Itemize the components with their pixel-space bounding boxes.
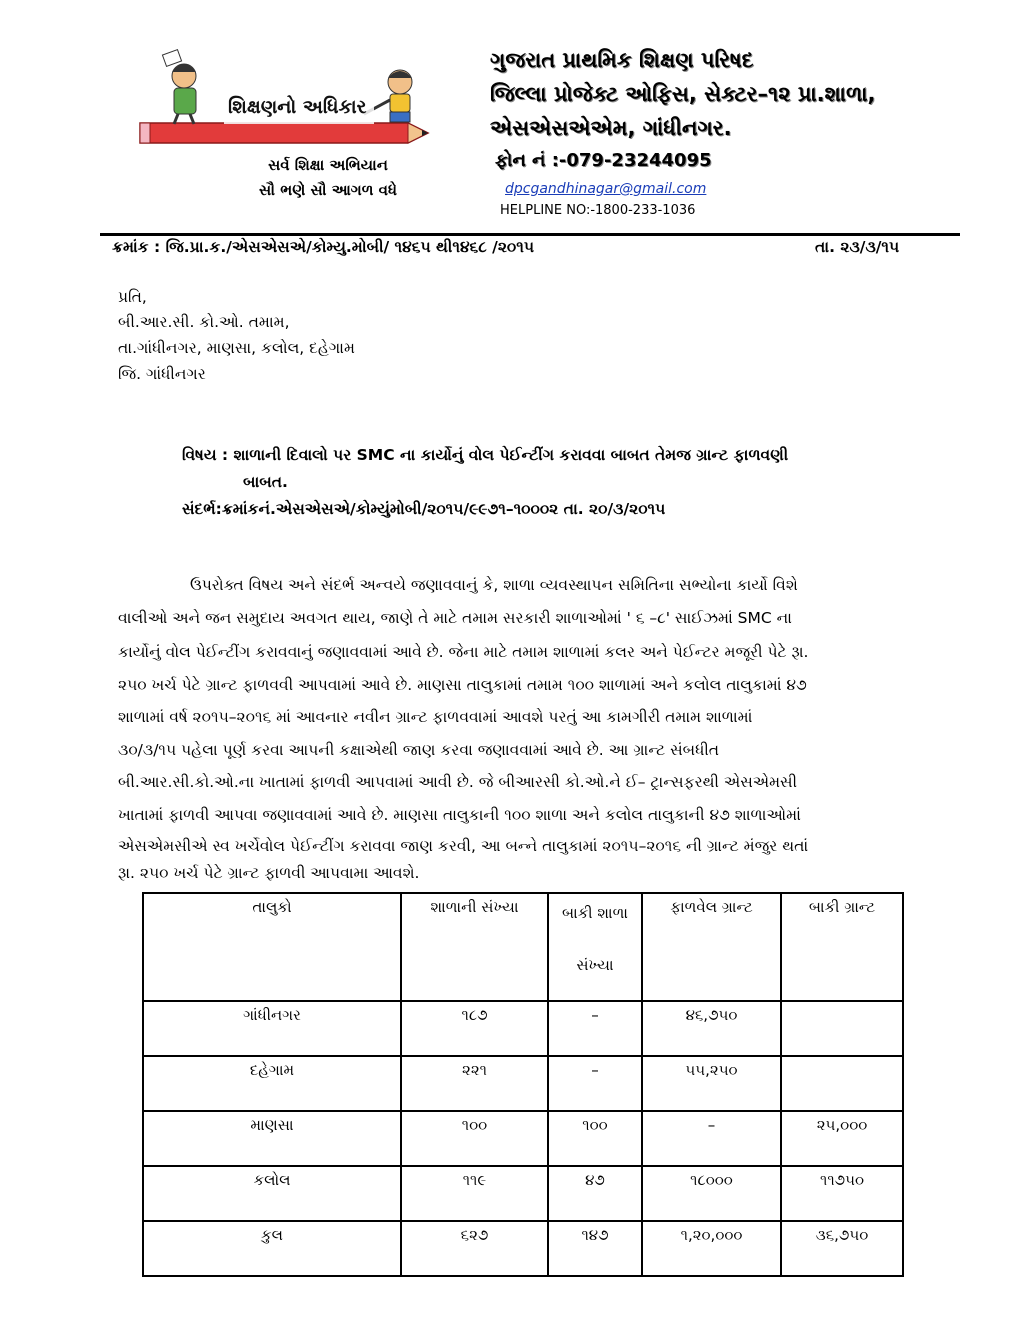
table-cell: ગાંધીનગર <box>143 1001 401 1056</box>
table-cell: ૩૬,૭૫૦ <box>781 1221 903 1276</box>
table-cell: કુલ <box>143 1221 401 1276</box>
table-cell: ૧,૨૦,૦૦૦ <box>642 1221 781 1276</box>
logo-tagline-2: સૌ ભણે સૌ આગળ વધે <box>258 181 398 199</box>
addressee-line: બી.આર.સી. કો.ઓ. તમામ, <box>118 313 290 331</box>
column-header: શાળાની સંખ્યા <box>401 893 548 1001</box>
table-cell: માણસા <box>143 1111 401 1166</box>
addressee-line: જિ. ગાંધીનગર <box>118 365 206 383</box>
table-cell: ૪૬,૭૫૦ <box>642 1001 781 1056</box>
ssa-logo <box>128 38 448 213</box>
table-cell: ૫૫,૨૫૦ <box>642 1056 781 1111</box>
body-line: બી.આર.સી.કો.ઓ.ના ખાતામાં ફાળવી આપવામાં આવી છે. જે બીઆરસી કો.ઓ.ને ઈ– ટ્રાન્સફરથી એસએમસી <box>118 773 798 791</box>
office-address-2: એસએસએએમ, ગાંધીનગર. <box>490 116 732 140</box>
email-link[interactable]: dpcgandhinagar@gmail.com <box>505 181 707 197</box>
table-cell: – <box>642 1111 781 1166</box>
body-line: ઉપરોક્ત વિષય અને સંદર્ભ અન્વયે જણાવવાનું કે, શાળા વ્યવસ્થાપન સમિતિના સભ્યોના કાર્યો વિશે <box>190 576 798 594</box>
table-cell: ૪૭ <box>548 1166 642 1221</box>
column-header-text: બાકી શાળા <box>562 904 628 922</box>
table-cell: ૬૨૭ <box>401 1221 548 1276</box>
body-line: ખાતામાં ફાળવી આપવા જણાવવામાં આવે છે. માણસા તાલુકાની ૧૦૦ શાળા અને કલોલ તાલુકાની ૪૭ શાળાઓમાં <box>118 806 801 824</box>
addressee-line: તા.ગાંધીનગર, માણસા, કલોલ, દહેગામ <box>118 339 355 357</box>
body-line: ૨૫૦ ખર્ચ પેટે ગ્રાન્ટ ફાળવવી આપવામાં આવે છે. માણસા તાલુકામાં તમામ ૧૦૦ શાળામાં અને કલોલ તાલુકામાં ૪૭ <box>118 676 807 694</box>
table-row <box>143 1166 903 1221</box>
column-header-text: સંખ્યા <box>576 956 614 974</box>
table-cell <box>781 1001 903 1056</box>
column-header: બાકી ગ્રાન્ટ <box>781 893 903 1001</box>
table-cell: કલોલ <box>143 1166 401 1221</box>
body-line: રૂા. ૨૫૦ ખર્ચ પેટે ગ્રાન્ટ ફાળવી આપવામા આવશે. <box>118 864 420 882</box>
table-cell: ૧૪૭ <box>548 1221 642 1276</box>
body-line: કાર્યોનું વોલ પેઈન્ટીંગ કરાવવાનું જણાવવામાં આવે છે. જેના માટે તમામ શાળામાં કલર અને પેઈન્ટર મજૂરી પેટે રૂા. <box>118 643 809 661</box>
subject-reference: સંદર્ભ:ક્રમાંકનં.એસએસએ/કોમ્યુંમોબી/૨૦૧૫/૯૯૭૧–૧૦૦૦૨ તા. ૨૦/૩/૨૦૧૫ <box>182 500 666 518</box>
table-cell: – <box>548 1001 642 1056</box>
grant-table <box>142 892 904 1277</box>
column-header: ફાળવેલ ગ્રાન્ટ <box>642 893 781 1001</box>
table-cell: ૨૫,૦૦૦ <box>781 1111 903 1166</box>
table-cell <box>781 1056 903 1111</box>
column-header <box>548 893 642 1001</box>
addressee-line: પ્રતિ, <box>118 288 147 306</box>
body-line: વાલીઓ અને જન સમુદાય અવગત થાય, જાણે તે માટે તમામ સરકારી શાળાઓમાં ' ૬ –૮' સાઈઝમાં SMC ના <box>118 609 792 627</box>
table-cell: ૧૦૦ <box>401 1111 548 1166</box>
org-name: ગુજરાત પ્રાથમિક શિક્ષણ પરિષદ <box>490 48 754 72</box>
table-row <box>143 1111 903 1166</box>
table-cell: ૧૮૦૦૦ <box>642 1166 781 1221</box>
subject-line: બાબત. <box>243 473 288 491</box>
table-cell: ૧૦૦ <box>548 1111 642 1166</box>
reference-number: ક્રમાંક : જિ.પ્રા.ક./એસએસએ/કોમ્યુ.મોબી/ ૧૪૬૫ થી૧૪૬૮ /૨૦૧૫ <box>112 238 535 256</box>
table-total-row <box>143 1221 903 1276</box>
helpline-number: HELPLINE NO:-1800-233-1036 <box>500 203 696 218</box>
body-line: એસએમસીએ સ્વ ખર્ચેવોલ પેઈન્ટીંગ કરાવવા જાણ કરવી, આ બન્ને તાલુકામાં ૨૦૧૫–૨૦૧૬ ની ગ્રાન્ટ મંજુર થતાં <box>118 837 809 855</box>
table-cell: ૧૮૭ <box>401 1001 548 1056</box>
table-cell: ૧૧૯ <box>401 1166 548 1221</box>
table-row <box>143 1056 903 1111</box>
table-cell: ૧૧૭૫૦ <box>781 1166 903 1221</box>
logo-title: શિક્ષણનો અધિકાર <box>228 96 367 118</box>
table-cell: દહેગામ <box>143 1056 401 1111</box>
table-cell: – <box>548 1056 642 1111</box>
office-address-1: જિલ્લા પ્રોજેક્ટ ઓફિસ, સેક્ટર–૧૨ પ્રા.શાળા, <box>490 82 876 106</box>
table-cell: ૨૨૧ <box>401 1056 548 1111</box>
logo-tagline-1: સર્વ શિક્ષા અભિયાન <box>268 156 388 174</box>
phone-number: ફોન નં :-079-23244095 <box>495 150 712 171</box>
table-row <box>143 1001 903 1056</box>
table-header-row <box>143 893 903 1001</box>
subject-line: વિષય : શાળાની દિવાલો પર SMC ના કાર્યોનું વોલ પેઈન્ટીંગ કરાવવા બાબત તેમજ ગ્રાન્ટ ફાળવણી <box>182 446 789 464</box>
reference-date: તા. ૨૩/૩/૧૫ <box>815 238 900 256</box>
body-line: ૩૦/૩/૧૫ પહેલા પૂર્ણ કરવા આપની કક્ષાએથી જાણ કરવા જણાવવામાં આવે છે. આ ગ્રાન્ટ સંબધીત <box>118 741 720 759</box>
column-header: તાલુકો <box>143 893 401 1001</box>
body-line: શાળામાં વર્ષ ૨૦૧૫–૨૦૧૬ માં આવનાર નવીન ગ્રાન્ટ ફાળવવામાં આવશે પરતું આ કામગીરી તમામ શાળામાં <box>118 708 753 726</box>
header-divider <box>100 233 960 236</box>
